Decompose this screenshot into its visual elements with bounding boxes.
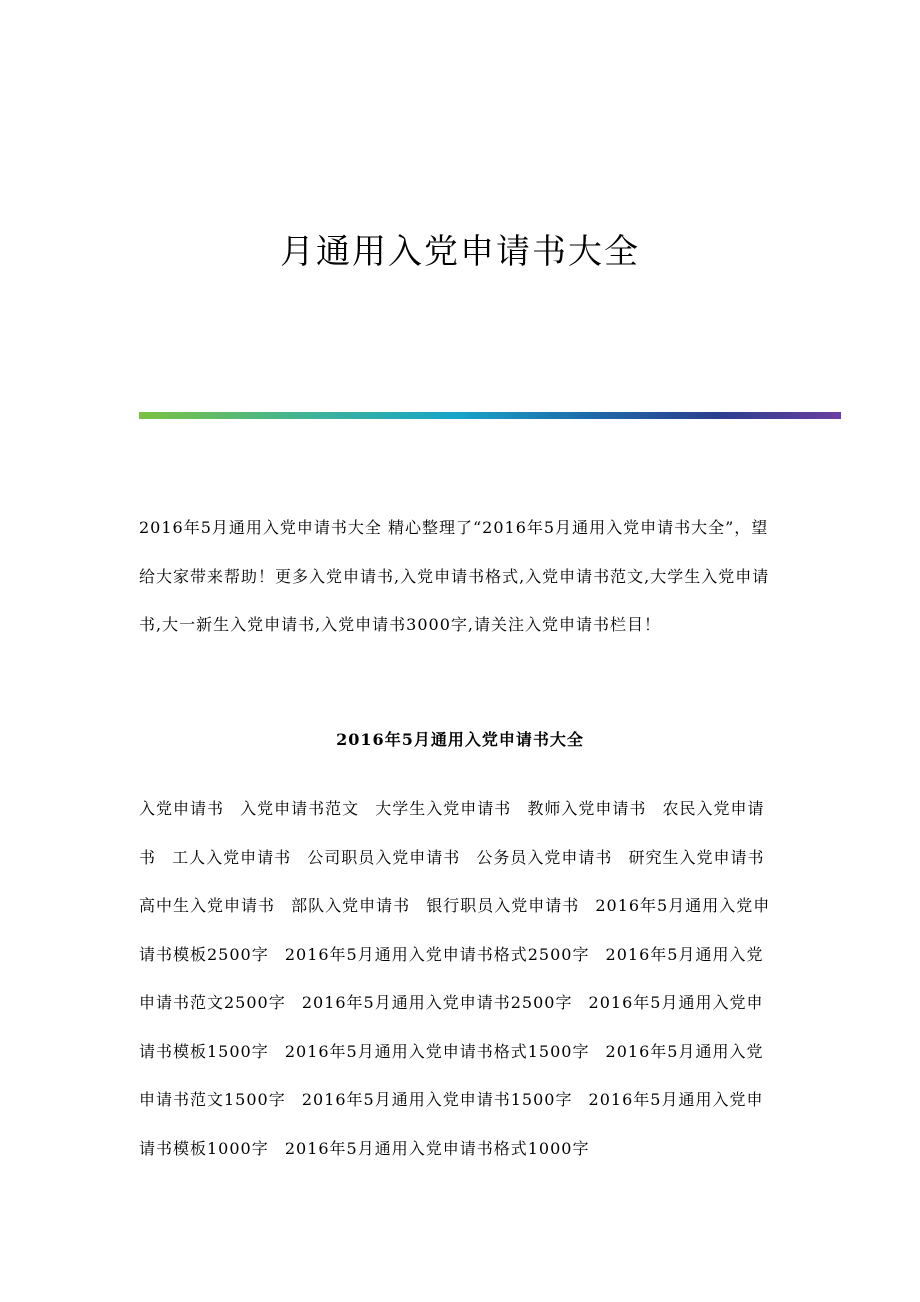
related-link[interactable]: 入党申请书 — [139, 799, 225, 818]
related-link[interactable]: 公司职员入党申请书 — [307, 847, 461, 867]
related-link[interactable]: 2016年5月通用入党申请书模板2500字 — [139, 896, 771, 964]
related-link[interactable]: 部队入党申请书 — [291, 896, 411, 915]
related-link[interactable]: 大学生入党申请书 — [375, 799, 512, 818]
related-link[interactable]: 农民入党申请书 — [139, 799, 765, 867]
title-divider — [139, 412, 841, 419]
related-link[interactable]: 2016年5月通用入党申请书模板1000字 — [139, 1090, 764, 1158]
related-link[interactable]: 2016年5月通用入党申请书范文2500字 — [139, 944, 764, 1012]
related-link[interactable]: 2016年5月通用入党申请书1500字 — [301, 1090, 573, 1109]
related-link[interactable]: 2016年5月通用入党申请书范文1500字 — [139, 1041, 764, 1109]
related-link[interactable]: 高中生入党申请书 — [139, 896, 276, 915]
related-link[interactable]: 银行职员入党申请书 — [426, 896, 580, 915]
related-link[interactable]: 入党申请书范文 — [240, 799, 360, 818]
intro-paragraph: 2016年5月通用入党申请书大全 精心整理了“2016年5月通用入党申请书大全”，望给大家带来帮助！更多入党申请书,入党申请书格式,入党申请书范文,大学生入党申请书,大一新生入党申请书,入党申请书3000字,请关注入党申请书栏目！ — [139, 518, 770, 634]
document-title: 月通用入党申请书大全 — [280, 232, 640, 272]
related-link[interactable]: 工人入党申请书 — [172, 847, 292, 867]
related-link[interactable]: 2016年5月通用入党申请书格式2500字 — [284, 944, 590, 964]
related-link[interactable]: 2016年5月通用入党申请书模板1500字 — [139, 993, 764, 1061]
section-heading: 2016年5月通用入党申请书大全 — [336, 730, 584, 749]
related-links — [139, 785, 779, 1173]
related-link[interactable]: 2016年5月通用入党申请书2500字 — [301, 993, 573, 1012]
related-link[interactable]: 研究生入党申请书 — [628, 847, 765, 867]
related-link[interactable]: 教师入党申请书 — [527, 799, 647, 818]
related-link[interactable]: 2016年5月通用入党申请书格式1500字 — [284, 1041, 590, 1061]
related-link[interactable]: 2016年5月通用入党申请书格式1000字 — [284, 1138, 590, 1158]
related-link[interactable]: 公务员入党申请书 — [476, 847, 613, 867]
